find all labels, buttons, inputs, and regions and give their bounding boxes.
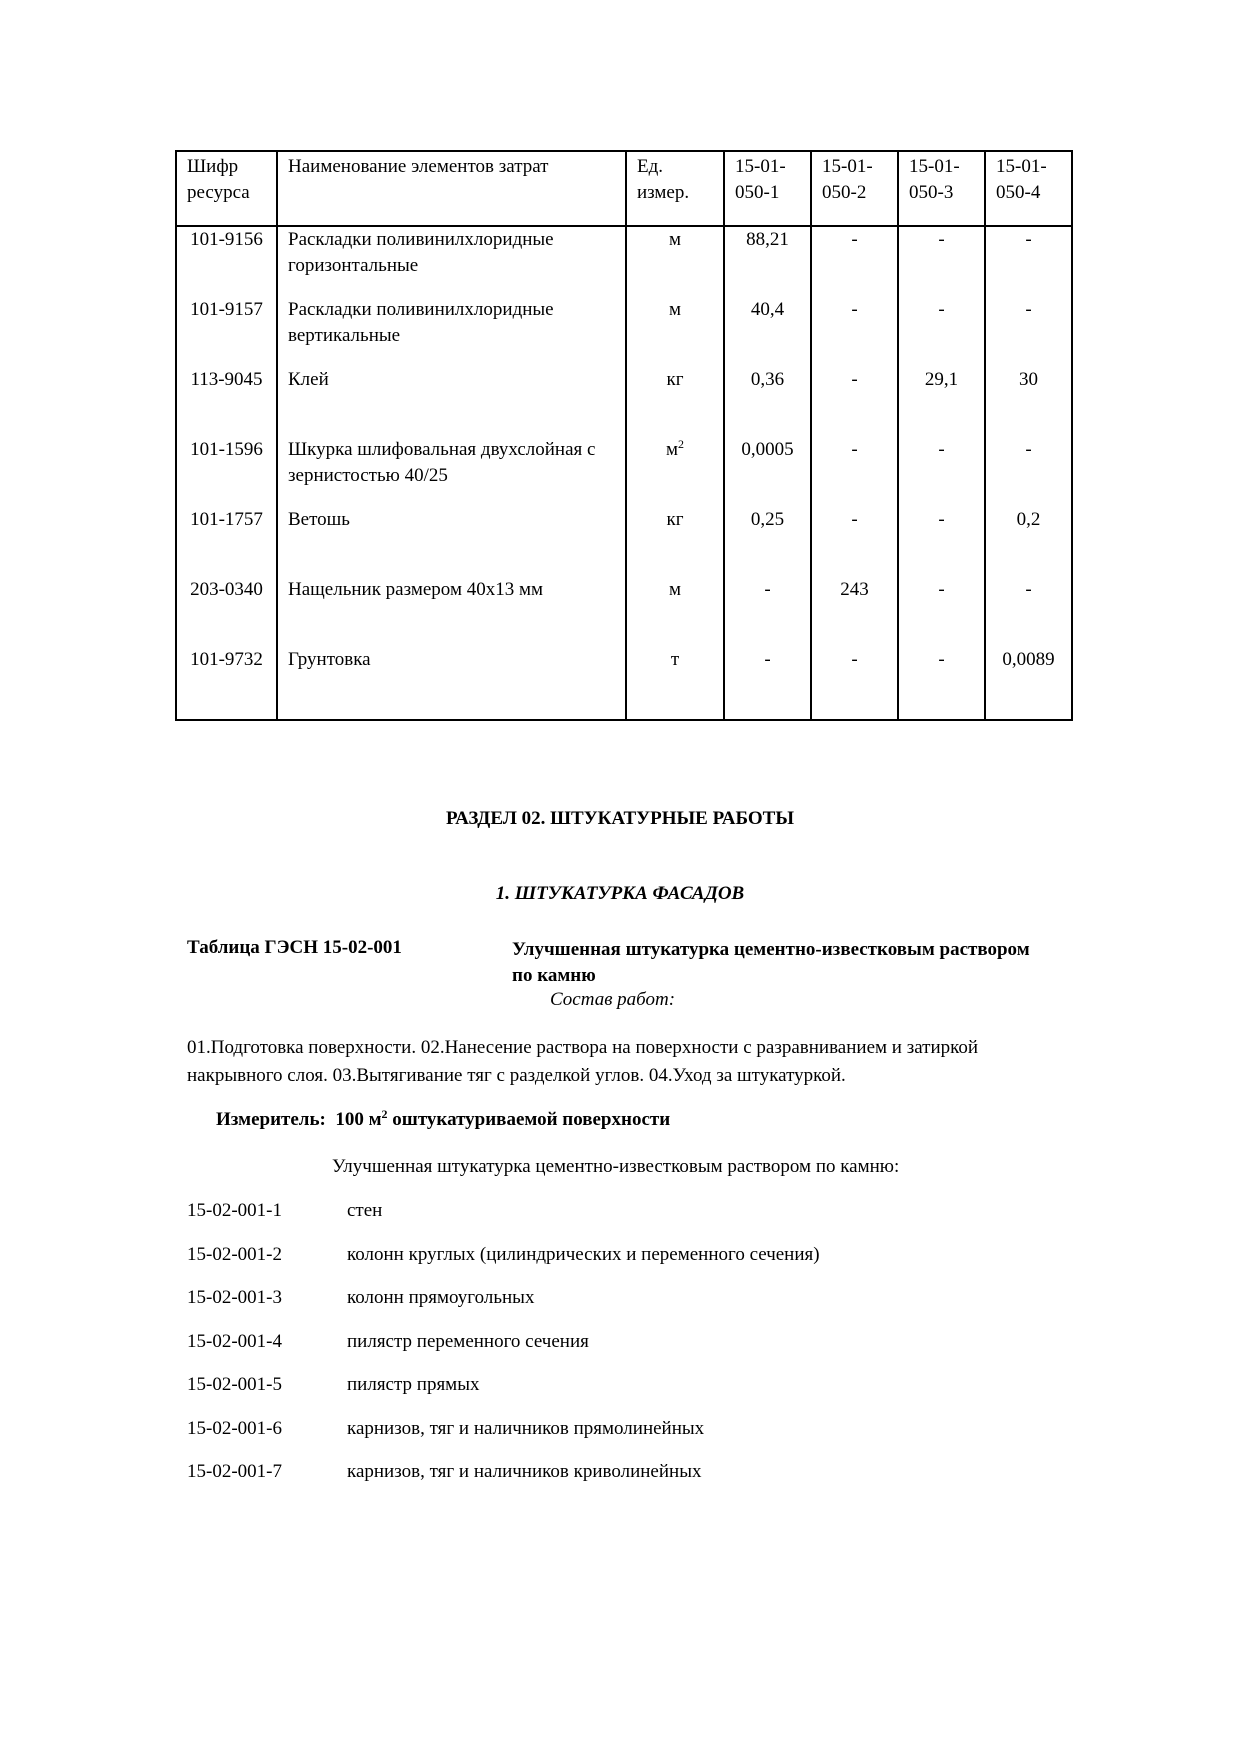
value-050-2-text: - (851, 649, 858, 670)
value-050-2 (811, 647, 898, 720)
variant-code: 15-02-001-2 (187, 1243, 282, 1265)
section-title: РАЗДЕЛ 02. ШТУКАТУРНЫЕ РАБОТЫ (445, 808, 795, 829)
value-050-1-text: 0,0005 (741, 439, 794, 460)
value-050-1-text: - (764, 579, 771, 600)
value-050-1 (724, 226, 811, 297)
meter-line (216, 1109, 670, 1131)
value-050-4 (985, 226, 1072, 297)
header-cell: 15-01-050-2 (811, 151, 898, 226)
value-050-4-text: - (1025, 579, 1032, 600)
value-050-1 (724, 647, 811, 720)
resource-code-text: 203-0340 (190, 579, 263, 600)
variant-name: колонн круглых (цилиндрических и переменного сечения) (347, 1243, 820, 1265)
value-050-2-text: - (851, 229, 858, 250)
value-050-3 (898, 437, 985, 507)
resource-unit (626, 437, 724, 507)
resource-code (176, 297, 277, 367)
resource-name (277, 647, 626, 720)
variant-name: карнизов, тяг и наличников криволинейных (347, 1461, 702, 1482)
resource-name-text: Клей (288, 369, 329, 390)
value-050-3-text: - (938, 579, 945, 600)
value-050-4-text: 30 (1019, 369, 1038, 390)
variants-intro: Улучшенная штукатурка цементно-известковым раствором по камню: (332, 1156, 900, 1177)
resource-code-text: 101-9156 (190, 229, 263, 250)
value-050-4-text: 0,0089 (1002, 649, 1055, 670)
variant-name: пилястр прямых (347, 1374, 480, 1395)
header-cell: Ед. измер. (626, 151, 724, 226)
value-050-3-text: 29,1 (924, 369, 959, 390)
resource-unit-text: кг (666, 369, 684, 390)
variant-name: колонн прямоугольных (347, 1287, 535, 1308)
resource-name-text: Нащельник размером 40х13 мм (288, 579, 544, 600)
resource-unit-text: м (668, 299, 682, 320)
value-050-1 (724, 367, 811, 437)
value-050-3-text: - (938, 299, 945, 320)
unit-superscript: 2 (678, 437, 685, 451)
table-row (176, 367, 1072, 437)
value-050-2-text: 243 (840, 579, 869, 600)
table-body (176, 226, 1072, 720)
value-050-4-text: - (1025, 229, 1032, 250)
works-label: Состав работ: (550, 989, 676, 1010)
resource-code (176, 507, 277, 577)
value-050-1-text: 40,4 (750, 299, 785, 320)
value-050-4 (985, 577, 1072, 647)
resource-name (277, 297, 626, 367)
resource-unit-text: м (665, 439, 679, 460)
resource-unit-text: т (670, 649, 680, 670)
meter-superscript: 2 (381, 1107, 388, 1121)
value-050-3 (898, 297, 985, 367)
table-row (176, 226, 1072, 297)
resource-table (175, 150, 1073, 721)
value-050-3-text: - (938, 439, 945, 460)
resource-unit (626, 647, 724, 720)
value-050-1-text: 0,25 (750, 509, 785, 530)
header-cell: 15-01-050-4 (985, 151, 1072, 226)
value-050-1 (724, 297, 811, 367)
value-050-2 (811, 226, 898, 297)
header-cell: 15-01-050-3 (898, 151, 985, 226)
resource-code-text: 113-9045 (190, 369, 263, 390)
resource-unit (626, 297, 724, 367)
table-reference: Таблица ГЭСН 15-02-001 (187, 937, 402, 958)
value-050-3 (898, 507, 985, 577)
value-050-4-text: - (1025, 299, 1032, 320)
resource-unit-text: м (668, 579, 682, 600)
value-050-1 (724, 577, 811, 647)
value-050-4 (985, 297, 1072, 367)
resource-code (176, 226, 277, 297)
variant-code: 15-02-001-1 (187, 1200, 282, 1221)
table-row (176, 647, 1072, 720)
resource-code (176, 577, 277, 647)
value-050-2-text: - (851, 439, 858, 460)
resource-name-text: Раскладки поливинилхлоридные вертикальные (288, 299, 554, 346)
value-050-2-text: - (851, 509, 858, 530)
value-050-3 (898, 577, 985, 647)
resource-unit (626, 507, 724, 577)
resource-code-text: 101-9157 (190, 299, 263, 320)
resource-unit (626, 367, 724, 437)
resource-name-text: Ветошь (288, 509, 350, 530)
resource-name-text: Грунтовка (288, 649, 371, 670)
value-050-4 (985, 367, 1072, 437)
variant-code: 15-02-001-6 (187, 1417, 282, 1439)
value-050-2 (811, 507, 898, 577)
variant-code: 15-02-001-3 (187, 1287, 282, 1308)
resource-code (176, 437, 277, 507)
value-050-4-text: - (1025, 439, 1032, 460)
resource-name (277, 577, 626, 647)
resource-name-text: Раскладки поливинилхлоридные горизонтальные (288, 229, 554, 276)
value-050-1 (724, 437, 811, 507)
resource-unit-text: м (668, 229, 682, 250)
value-050-2-text: - (851, 299, 858, 320)
subsection-title: 1. ШТУКАТУРКА ФАСАДОВ (495, 883, 745, 904)
value-050-1-text: - (764, 649, 771, 670)
header-cell: 15-01-050-1 (724, 151, 811, 226)
resource-name (277, 437, 626, 507)
table-row (176, 297, 1072, 367)
resource-name (277, 507, 626, 577)
value-050-4 (985, 437, 1072, 507)
resource-code-text: 101-1596 (190, 439, 263, 460)
value-050-2 (811, 437, 898, 507)
resource-code (176, 367, 277, 437)
variant-code: 15-02-001-7 (187, 1461, 282, 1482)
table-caption: Улучшенная штукатурка цементно-известковым раствором по камню (512, 939, 1030, 986)
value-050-4 (985, 647, 1072, 720)
variant-code: 15-02-001-5 (187, 1374, 282, 1395)
value-050-4-text: 0,2 (1016, 509, 1041, 530)
value-050-3-text: - (938, 649, 945, 670)
value-050-1 (724, 507, 811, 577)
variant-code: 15-02-001-4 (187, 1330, 282, 1352)
resource-name-text: Шкурка шлифовальная двухслойная с зернистостью 40/25 (288, 439, 596, 486)
value-050-2 (811, 297, 898, 367)
table-row (176, 507, 1072, 577)
variant-name: пилястр переменного сечения (347, 1330, 589, 1352)
value-050-3 (898, 647, 985, 720)
value-050-3-text: - (938, 229, 945, 250)
resource-unit (626, 577, 724, 647)
resource-code-text: 101-9732 (190, 649, 263, 670)
value-050-3 (898, 226, 985, 297)
resource-name (277, 367, 626, 437)
variant-name: стен (347, 1200, 383, 1221)
value-050-4 (985, 507, 1072, 577)
table-row (176, 577, 1072, 647)
resource-name (277, 226, 626, 297)
meter-value: 100 м (335, 1109, 382, 1130)
meter-label: Измеритель: (216, 1109, 326, 1130)
table-header-row (176, 151, 1072, 226)
resource-code (176, 647, 277, 720)
resource-code-text: 101-1757 (190, 509, 263, 530)
works-description: 01.Подготовка поверхности. 02.Нанесение раствора на поверхности с разравниванием и затиркой накрывного слоя. 03.Вытягивание тяг с разделкой углов. 04.Уход за штукатуркой. (187, 1037, 979, 1086)
variant-name: карнизов, тяг и наличников прямолинейных (347, 1417, 705, 1439)
value-050-2-text: - (851, 369, 858, 390)
table-row (176, 437, 1072, 507)
meter-rest: оштукатуриваемой поверхности (392, 1109, 671, 1130)
value-050-3-text: - (938, 509, 945, 530)
resource-unit (626, 226, 724, 297)
value-050-1-text: 0,36 (750, 369, 785, 390)
value-050-1-text: 88,21 (746, 229, 789, 250)
value-050-2 (811, 577, 898, 647)
value-050-2 (811, 367, 898, 437)
header-cell: Шифр ресурса (176, 151, 277, 226)
header-cell: Наименование элементов затрат (277, 151, 626, 226)
resource-unit-text: кг (666, 509, 684, 530)
value-050-3 (898, 367, 985, 437)
